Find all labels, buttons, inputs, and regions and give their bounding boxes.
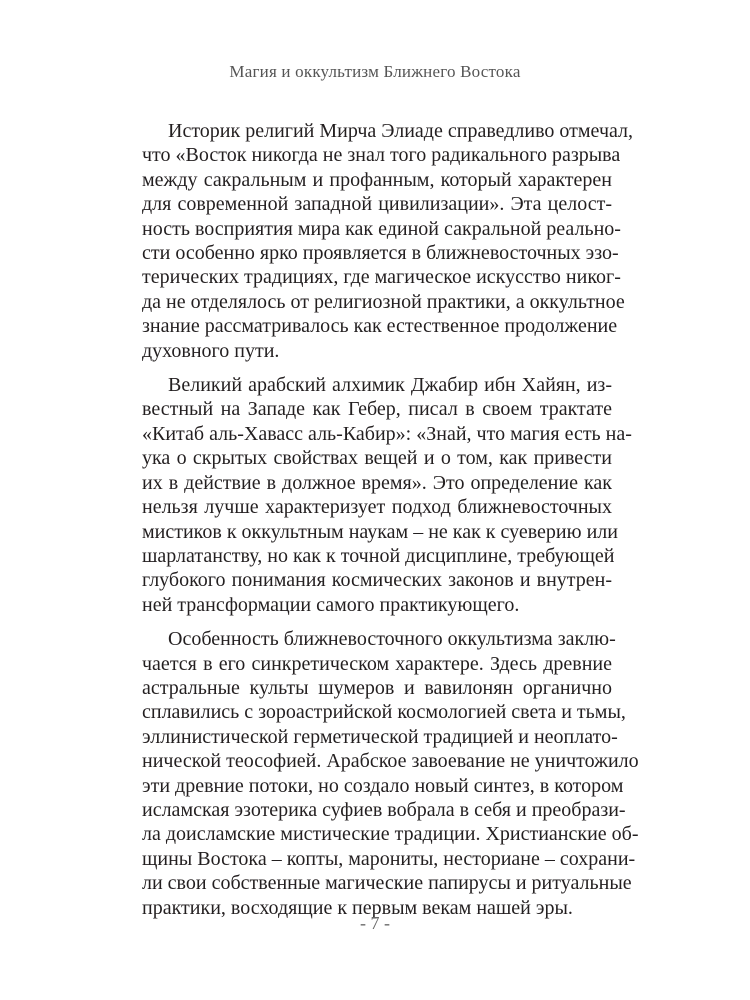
text-line: Особенность ближневосточного оккультизма заклю-: [168, 628, 616, 651]
text-line: чается в его синкретическом характере. Здесь древние: [142, 652, 612, 675]
text-line: ней трансформации самого практикующего.: [142, 593, 520, 616]
text-line: эти древние потоки, но создало новый синтез, в котором: [142, 774, 624, 797]
text-line: Великий арабский алхимик Джабир ибн Хайян, из-: [168, 374, 612, 397]
text-line: да не отделялось от религиозной практики, а оккультное: [142, 290, 625, 313]
body-text: [142, 119, 639, 930]
paragraph-1: [142, 119, 634, 363]
text-line: сти особенно ярко проявляется в ближневосточных эзо-: [142, 242, 619, 265]
text-line: «Китаб аль-Хавасс аль-Кабир»: «Знай, что магия есть на-: [142, 422, 632, 445]
text-line: ука о скрытых свойствах вещей и о том, как привести: [142, 447, 612, 470]
text-line: терических традициях, где магическое искусство никог-: [142, 266, 621, 289]
text-line: их в действие в должное время». Это определение как: [142, 471, 612, 494]
paragraph-3: [142, 627, 639, 920]
text-line: практики, восходящие к первым векам нашей эры.: [142, 896, 573, 919]
text-line: эллинистической герметической традицией и неоплато-: [142, 725, 618, 748]
text-line: нической теософией. Арабское завоевание не уничтожило: [142, 750, 639, 773]
text-line: знание рассматривалось как естественное продолжение: [142, 315, 618, 338]
text-line: шарлатанству, но как к точной дисциплине, требующей: [142, 544, 615, 567]
text-line: ла доисламские мистические традиции. Христианские об-: [142, 823, 639, 846]
text-line: между сакральным и профанным, который характерен: [142, 168, 612, 191]
text-line: Историк религий Мирча Элиаде справедливо отмечал,: [168, 120, 634, 142]
text-line: что «Восток никогда не знал того радикального разрыва: [142, 144, 621, 167]
running-header: Магия и оккультизм Ближнего Востока: [229, 62, 521, 81]
text-line: глубокого понимания космических законов и внутрен-: [142, 569, 612, 592]
text-line: вестный на Западе как Гебер, писал в своем трактате: [142, 398, 612, 421]
text-line: для современной западной цивилизации». Эта целост-: [142, 193, 612, 216]
paragraph-2: [142, 373, 632, 617]
text-line: ность восприятия мира как единой сакральной реально-: [142, 217, 621, 240]
text-line: сплавились с зороастрийской космологией света и тьмы,: [142, 701, 626, 724]
text-line: исламская эзотерика суфиев вобрала в себя и преобрази-: [142, 798, 626, 821]
text-line: нельзя лучше характеризует подход ближневосточных: [142, 496, 612, 519]
text-line: щины Востока – копты, марониты, несториане – сохрани-: [142, 847, 636, 870]
text-line: мистиков к оккультным наукам – не как к суеверию или: [142, 520, 618, 543]
text-line: ли свои собственные магические папирусы и ритуальные: [142, 872, 632, 895]
text-line: духовного пути.: [142, 339, 280, 362]
text-line: астральные культы шумеров и вавилонян органично: [142, 676, 612, 699]
page-number: - 7 -: [360, 913, 390, 933]
